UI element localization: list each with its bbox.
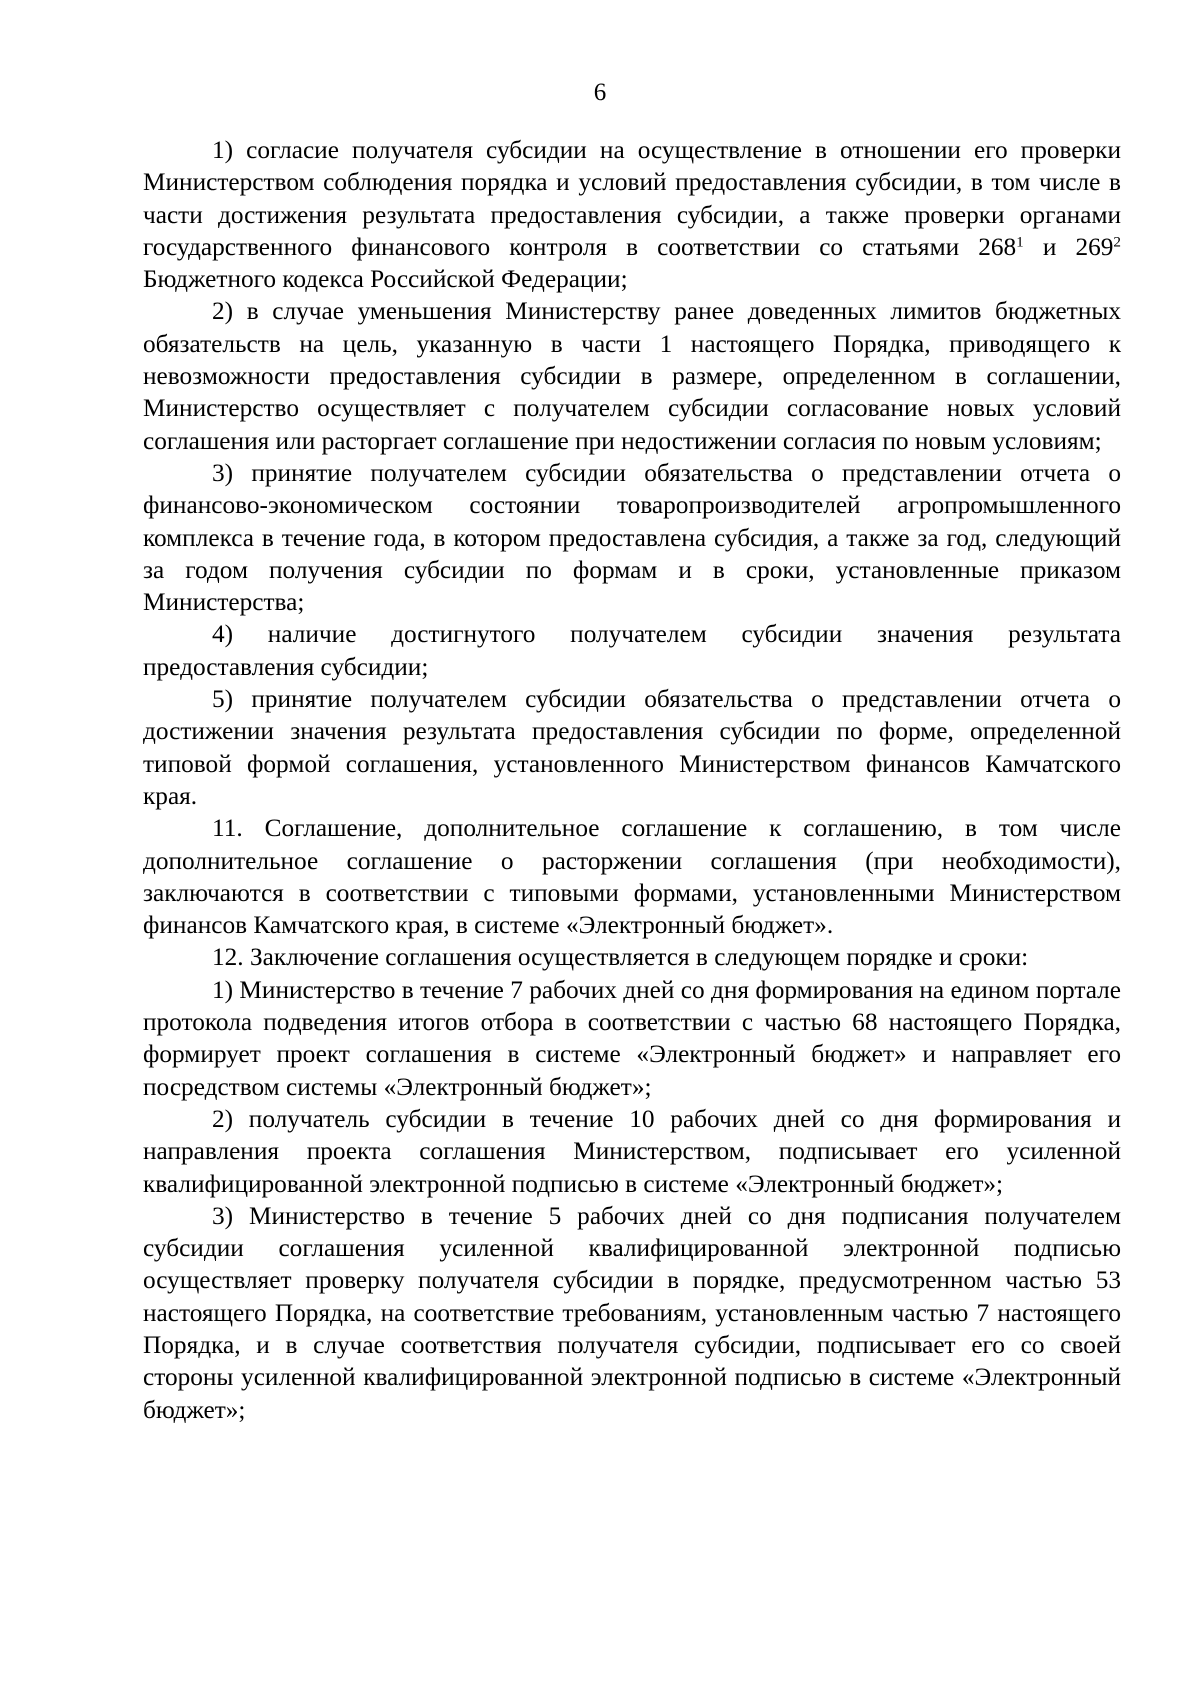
paragraph-5: 5) принятие получателем субсидии обязательства о представлении отчета о достижении значения результата предоставления субсидии по форме, определенной типовой формой соглашения, установленного Министерством финансов Камчатского края. xyxy=(143,685,1121,810)
paragraph-1-text-c: Бюджетного кодекса Российской Федерации; xyxy=(143,265,628,294)
paragraph-4: 4) наличие достигнутого получателем субсидии значения результата предоставления субсидии; xyxy=(143,620,1121,681)
paragraph-6: 11. Соглашение, дополнительное соглашение к соглашению, в том числе дополнительное соглашение о расторжении соглашения (при необходимости), заключаются в соответствии с типовыми формами, установленными Министерством финансов Камчатского края, в системе «Электронный бюджет». xyxy=(143,814,1121,940)
page-number: 6 xyxy=(593,79,607,106)
superscript-2: 2 xyxy=(1113,233,1121,251)
superscript-1: 1 xyxy=(1016,233,1024,251)
paragraph-2: 2) в случае уменьшения Министерству ранее доведенных лимитов бюджетных обязательств на цель, указанную в части 1 настоящего Порядка, приводящего к невозможности предоставления субсидии в размере, определенном в соглашении, Министерство осуществляет с получателем субсидии согласование новых условий соглашения или расторгает соглашение при недостижении согласия по новым условиям; xyxy=(143,297,1121,455)
paragraph-3: 3) принятие получателем субсидии обязательства о представлении отчета о финансово-экономическом состоянии товаропроизводителей агропромышленного комплекса в течение года, в котором предоставлена субсидия, а также за год, следующий за годом получения субсидии по формам и в сроки, установленные приказом Министерства; xyxy=(143,458,1121,617)
paragraph-1 xyxy=(143,134,1121,295)
document-body xyxy=(143,134,1121,1426)
paragraph-9: 2) получатель субсидии в течение 10 рабочих дней со дня формирования и направления проекта соглашения Министерством, подписывает его усиленной квалифицированной электронной подписью в системе «Электронный бюджет»; xyxy=(143,1104,1121,1198)
paragraph-10: 3) Министерство в течение 5 рабочих дней со дня подписания получателем субсидии соглашения усиленной квалифицированной электронной подписью осуществляет проверку получателя субсидии в порядке, предусмотренном частью 53 настоящего Порядка, на соответствие требованиям, установленным частью 7 настоящего Порядка, и в случае соответствия получателя субсидии, подписывает его со своей стороны усиленной квалифицированной электронной подписью в системе «Электронный бюджет»; xyxy=(143,1201,1121,1424)
paragraph-8: 1) Министерство в течение 7 рабочих дней со дня формирования на едином портале протокола подведения итогов отбора в соответствии с частью 68 настоящего Порядка, формирует проект соглашения в системе «Электронный бюджет» и направляет его посредством системы «Электронный бюджет»; xyxy=(143,975,1121,1101)
paragraph-1-text-b: и 269 xyxy=(1023,232,1114,261)
paragraph-7: 12. Заключение соглашения осуществляется в следующем порядке и сроки: xyxy=(212,943,1029,972)
paragraph-1-text-a: 1) согласие получателя субсидии на осуществление в отношении его проверки Министерством соблюдения порядка и условий предоставления субсидии, в том числе в части достижения результата предоставления субсидии, а также проверки органами государственного финансового контроля в соответствии со статьями 268 xyxy=(143,136,1121,261)
